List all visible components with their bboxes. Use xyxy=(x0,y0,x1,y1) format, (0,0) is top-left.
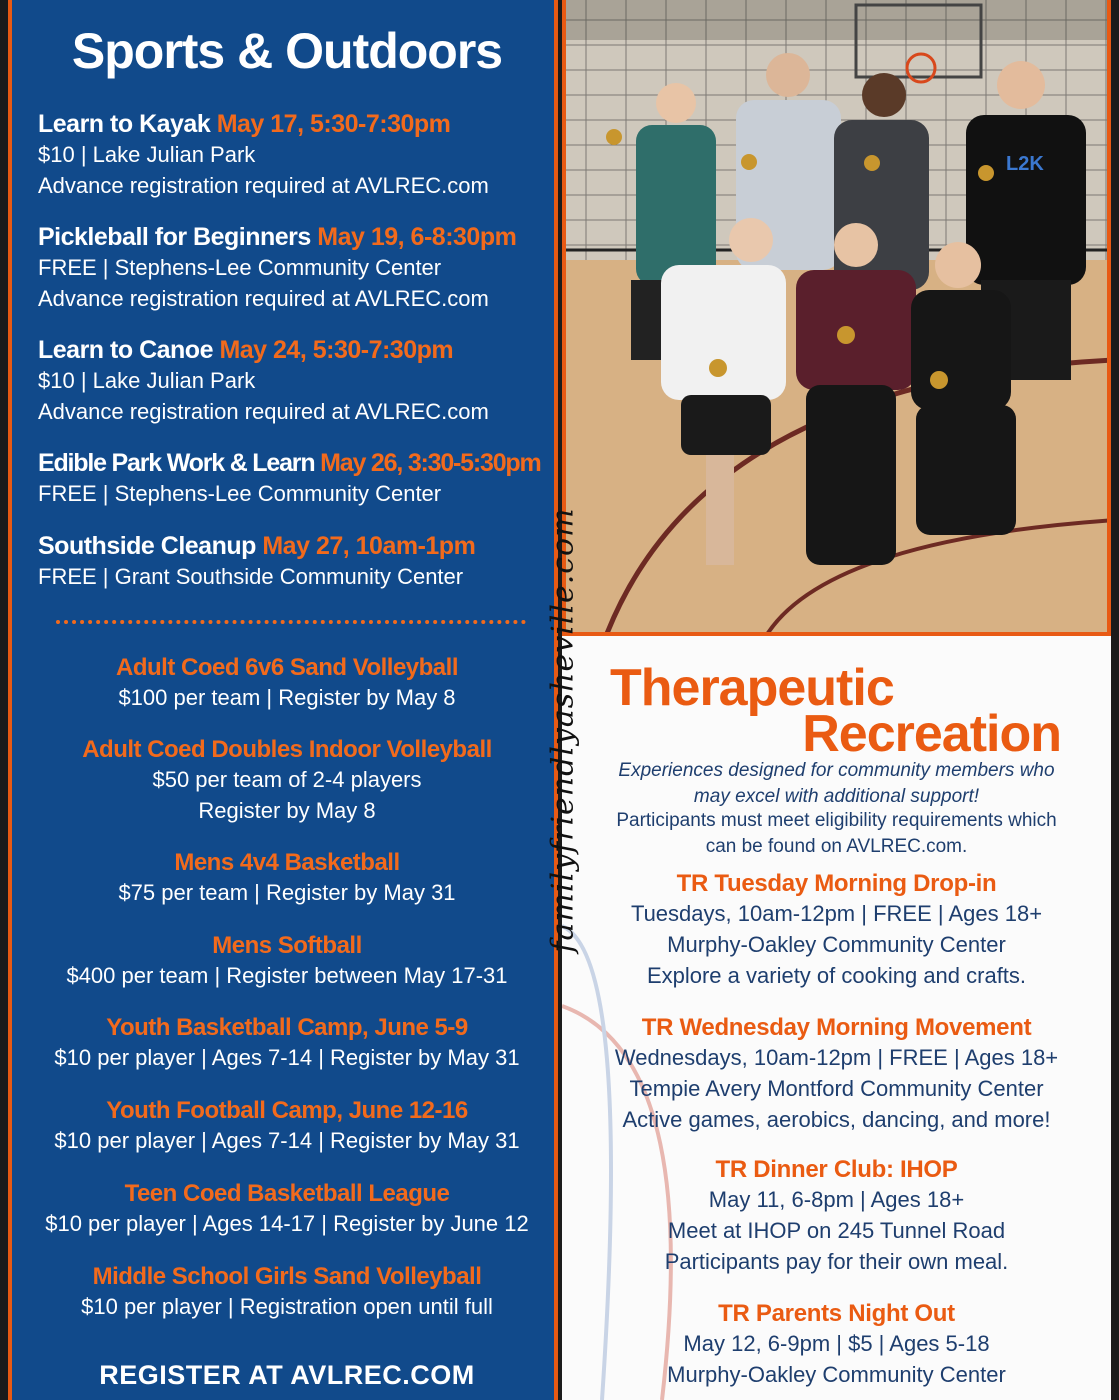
league-doubles-volleyball xyxy=(12,736,562,826)
tr-intro-eligibility xyxy=(562,808,1111,860)
league-detail: $10 per player | Registration open until full xyxy=(81,1294,493,1319)
tr-item-title: TR Wednesday Morning Movement xyxy=(641,1014,1032,1041)
tr-item-title: TR Parents Night Out xyxy=(718,1300,955,1327)
tr-item-detail: Explore a variety of cooking and crafts. xyxy=(646,963,1027,988)
league-detail: $10 per player | Ages 7-14 | Register by May 31 xyxy=(54,1128,520,1153)
league-title: Mens Softball xyxy=(212,932,362,959)
league-girls-sand-volleyball xyxy=(12,1263,562,1322)
league-detail: $50 per team of 2-4 players xyxy=(152,767,422,792)
tr-item-tuesday xyxy=(562,870,1111,991)
event-detail: $10 | Lake Julian Park xyxy=(38,142,256,167)
league-title: Youth Football Camp, June 12-16 xyxy=(106,1097,468,1124)
event-detail: FREE | Stephens-Lee Community Center xyxy=(38,481,442,506)
event-detail: Advance registration required at AVLREC.com xyxy=(38,399,489,424)
event-southside-cleanup xyxy=(38,532,475,592)
register-callout: REGISTER AT AVLREC.COM xyxy=(99,1360,475,1390)
event-time: May 19, 6-8:30pm xyxy=(317,223,517,251)
dotted-divider xyxy=(56,620,526,624)
therapeutic-recreation-panel xyxy=(562,636,1111,1400)
tr-item-detail: Active games, aerobics, dancing, and more! xyxy=(622,1107,1051,1132)
tr-intro-italic xyxy=(562,758,1111,810)
tr-item-detail: Meet at IHOP on 245 Tunnel Road xyxy=(667,1218,1006,1243)
event-detail: Advance registration required at AVLREC.com xyxy=(38,286,489,311)
event-name: Learn to Canoe xyxy=(38,336,213,364)
event-name: Learn to Kayak xyxy=(38,110,211,138)
tr-item-detail: Murphy-Oakley Community Center xyxy=(667,932,1006,957)
event-time: May 17, 5:30-7:30pm xyxy=(216,110,451,138)
watermark-text: familyfriendlyasheville.com xyxy=(545,507,581,953)
tr-item-title: TR Dinner Club: IHOP xyxy=(715,1156,958,1183)
event-edible-park xyxy=(38,449,541,509)
tr-item-detail: Tempie Avery Montford Community Center xyxy=(629,1076,1044,1101)
league-title: Teen Coed Basketball League xyxy=(124,1180,450,1207)
tr-intro-line: may excel with additional support! xyxy=(693,786,980,807)
league-youth-football-camp xyxy=(12,1097,562,1156)
jersey-text: L2K xyxy=(1006,153,1044,175)
event-detail: FREE | Grant Southside Community Center xyxy=(38,564,464,589)
event-time: May 27, 10am-1pm xyxy=(262,532,476,560)
event-detail: Advance registration required at AVLREC.com xyxy=(38,173,489,198)
tr-title-line2: Recreation xyxy=(802,705,1061,763)
tr-intro-line: Participants must meet eligibility requirements which xyxy=(616,810,1057,831)
tr-item-wednesday xyxy=(562,1014,1111,1135)
tr-item-title: TR Tuesday Morning Drop-in xyxy=(676,870,997,897)
sports-outdoors-panel xyxy=(8,0,558,1400)
sports-title: Sports & Outdoors xyxy=(71,23,503,79)
event-detail: FREE | Stephens-Lee Community Center xyxy=(38,255,442,280)
league-mens-softball xyxy=(12,932,562,991)
event-pickleball xyxy=(38,223,516,314)
tr-intro-line: can be found on AVLREC.com. xyxy=(705,836,968,857)
league-title: Middle School Girls Sand Volleyball xyxy=(92,1263,482,1290)
league-sand-volleyball xyxy=(12,654,562,713)
event-time: May 26, 3:30-5:30pm xyxy=(320,449,541,477)
tr-item-detail: May 11, 6-8pm | Ages 18+ xyxy=(708,1187,965,1212)
league-title: Adult Coed 6v6 Sand Volleyball xyxy=(116,654,458,681)
event-learn-to-canoe xyxy=(38,336,489,427)
event-name: Pickleball for Beginners xyxy=(38,223,311,251)
tr-item-detail: Murphy-Oakley Community Center xyxy=(667,1362,1006,1387)
event-detail: $10 | Lake Julian Park xyxy=(38,368,256,393)
tr-title-line1: Therapeutic xyxy=(610,659,894,717)
league-title: Youth Basketball Camp, June 5-9 xyxy=(106,1014,468,1041)
event-time: May 24, 5:30-7:30pm xyxy=(219,336,454,364)
tr-item-detail: Participants pay for their own meal. xyxy=(664,1249,1009,1274)
league-detail: $10 per player | Ages 14-17 | Register by June 12 xyxy=(45,1211,529,1236)
tr-item-detail: May 12, 6-9pm | $5 | Ages 5-18 xyxy=(683,1331,990,1356)
tr-item-detail: Tuesdays, 10am-12pm | FREE | Ages 18+ xyxy=(630,901,1043,926)
league-detail: $75 per team | Register by May 31 xyxy=(118,880,456,905)
event-name: Southside Cleanup xyxy=(38,532,256,560)
league-youth-basketball-camp xyxy=(12,1014,562,1073)
tr-item-detail: Wednesdays, 10am-12pm | FREE | Ages 18+ xyxy=(614,1045,1059,1070)
tr-item-parents-night xyxy=(562,1300,1111,1390)
league-teen-basketball xyxy=(12,1180,562,1239)
league-detail: $10 per player | Ages 7-14 | Register by May 31 xyxy=(54,1045,520,1070)
league-detail: $400 per team | Register between May 17-31 xyxy=(66,963,508,988)
tr-item-dinner-club xyxy=(562,1156,1111,1277)
event-learn-to-kayak xyxy=(38,110,489,201)
team-photo xyxy=(562,0,1111,636)
event-name: Edible Park Work & Learn xyxy=(38,449,315,477)
league-detail: $100 per team | Register by May 8 xyxy=(118,685,456,710)
league-title: Mens 4v4 Basketball xyxy=(174,849,400,876)
league-mens-basketball xyxy=(12,849,562,908)
league-detail: Register by May 8 xyxy=(198,798,376,823)
league-title: Adult Coed Doubles Indoor Volleyball xyxy=(82,736,492,763)
tr-intro-line: Experiences designed for community members who xyxy=(618,760,1055,781)
